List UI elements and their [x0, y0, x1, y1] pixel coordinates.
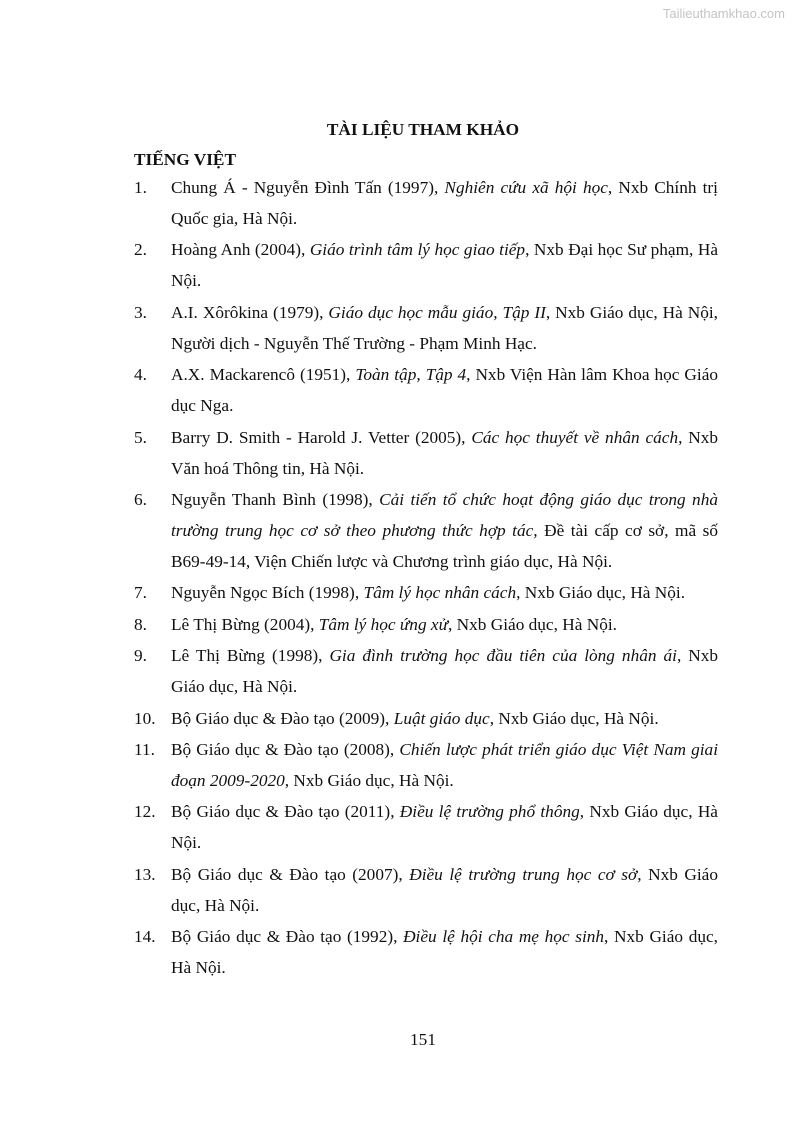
reference-item — [134, 921, 718, 983]
reference-publisher: , Nxb Giáo dục, Hà Nội. — [448, 614, 617, 634]
reference-publisher: , Nxb Giáo dục, Hà Nội. — [171, 802, 718, 853]
reference-author-year: Bộ Giáo dục & Đào tạo (1992), — [171, 927, 404, 947]
reference-number: 14. — [134, 927, 156, 947]
reference-item — [134, 640, 718, 702]
reference-list — [134, 172, 718, 983]
reference-number: 2. — [134, 240, 147, 260]
reference-item — [134, 859, 718, 921]
reference-author-year: Bộ Giáo dục & Đào tạo (2007), — [171, 864, 410, 884]
reference-publisher: , Nxb Giáo dục, Hà Nội. — [171, 927, 718, 978]
reference-item — [134, 297, 718, 359]
reference-author-year: A.I. Xôrôkina (1979), — [171, 302, 329, 322]
reference-author-year: Nguyễn Thanh Bình (1998), — [171, 489, 380, 509]
reference-number: 6. — [134, 489, 147, 509]
reference-number: 7. — [134, 583, 147, 603]
reference-publisher: , Nxb Viện Hàn lâm Khoa học Giáo dục Nga. — [171, 365, 719, 416]
reference-publisher: , Nxb Giáo dục, Hà Nội. — [171, 646, 719, 697]
reference-title: Điều lệ hội cha mẹ học sinh — [403, 927, 605, 947]
reference-publisher: , Nxb Giáo dục, Hà Nội. — [171, 864, 718, 915]
reference-number: 4. — [134, 365, 147, 385]
reference-publisher: , Nxb Chính trị Quốc gia, Hà Nội. — [171, 178, 718, 228]
reference-item — [134, 609, 718, 640]
reference-title: Tâm lý học ứng xử — [318, 614, 449, 634]
reference-title: Giáo trình tâm lý học giao tiếp — [309, 240, 526, 260]
reference-author-year: Chung Á - Nguyễn Đình Tấn (1997), — [171, 178, 445, 197]
reference-item — [134, 796, 718, 858]
reference-number: 11. — [134, 739, 155, 759]
reference-item — [134, 172, 718, 234]
reference-title: Nghiên cứu xã hội học — [444, 178, 608, 197]
reference-author-year: Bộ Giáo dục & Đào tạo (2008), — [171, 739, 400, 759]
page-title: TÀI LIỆU THAM KHẢO — [326, 120, 520, 139]
reference-item — [134, 234, 718, 296]
reference-author-year: Hoàng Anh (2004), — [171, 240, 310, 260]
reference-author-year: Lê Thị Bừng (2004), — [171, 614, 319, 634]
reference-number: 10. — [134, 708, 156, 728]
watermark: Tailieuthamkhao.com — [662, 6, 785, 21]
reference-author-year: A.X. Mackarencô (1951), — [171, 365, 356, 385]
reference-item — [134, 734, 718, 796]
reference-item — [134, 484, 718, 577]
reference-publisher: , Nxb Giáo dục, Hà Nội. — [489, 708, 659, 728]
reference-title: Tâm lý học nhân cách — [363, 583, 517, 603]
reference-publisher: , Nxb Giáo dục, Hà Nội. — [284, 770, 454, 790]
reference-number: 12. — [134, 802, 156, 822]
reference-number: 5. — [134, 427, 147, 447]
reference-author-year: Bộ Giáo dục & Đào tạo (2011), — [171, 802, 400, 822]
reference-number: 1. — [134, 178, 147, 197]
reference-number: 8. — [134, 614, 147, 634]
reference-author-year: Nguyễn Ngọc Bích (1998), — [171, 583, 364, 603]
reference-number: 3. — [134, 302, 147, 322]
reference-title: Toàn tập, Tập 4 — [355, 365, 467, 385]
reference-author-year: Lê Thị Bừng (1998), — [171, 646, 330, 666]
reference-publisher: , Nxb Văn hoá Thông tin, Hà Nội. — [171, 427, 719, 478]
reference-item — [134, 703, 718, 734]
reference-title: Điều lệ trường trung học cơ sở — [409, 864, 638, 884]
reference-title: Gia đình trường học đầu tiên của lòng nhân ái — [329, 646, 677, 666]
page-number: 151 — [410, 1030, 436, 1049]
reference-publisher: , Nxb Giáo dục, Hà Nội, Người dịch - Nguyễn Thế Trường - Phạm Minh Hạc. — [171, 302, 718, 353]
reference-publisher: , Nxb Giáo dục, Hà Nội. — [516, 583, 686, 603]
reference-author-year: Barry D. Smith - Harold J. Vetter (2005), — [171, 427, 472, 447]
section-heading: TIẾNG VIỆT — [134, 150, 236, 169]
reference-publisher: , Nxb Đại học Sư phạm, Hà Nội. — [171, 240, 719, 291]
reference-title: Chiến lược phát triển giáo dục Việt Nam giai đoạn 2009-2020 — [171, 739, 718, 790]
reference-title: Giáo dục học mẫu giáo, Tập II — [328, 302, 546, 322]
reference-item — [134, 422, 718, 484]
reference-publisher: Đề tài cấp cơ sở, mã số B69-49-14, Viện Chiến lược và Chương trình giáo dục, Hà Nội. — [171, 520, 718, 571]
reference-item — [134, 359, 718, 421]
reference-number: 9. — [134, 646, 147, 666]
reference-title: Cải tiến tổ chức hoạt động giáo dục trong nhà trường trung học cơ sở theo phương thức hợp tác, — [171, 489, 718, 540]
reference-title: Các học thuyết về nhân cách — [471, 427, 679, 447]
reference-title: Luật giáo dục — [393, 708, 490, 728]
reference-title: Điều lệ trường phổ thông — [399, 802, 580, 822]
reference-author-year: Bộ Giáo dục & Đào tạo (2009), — [171, 708, 394, 728]
reference-item — [134, 577, 718, 608]
reference-number: 13. — [134, 864, 156, 884]
